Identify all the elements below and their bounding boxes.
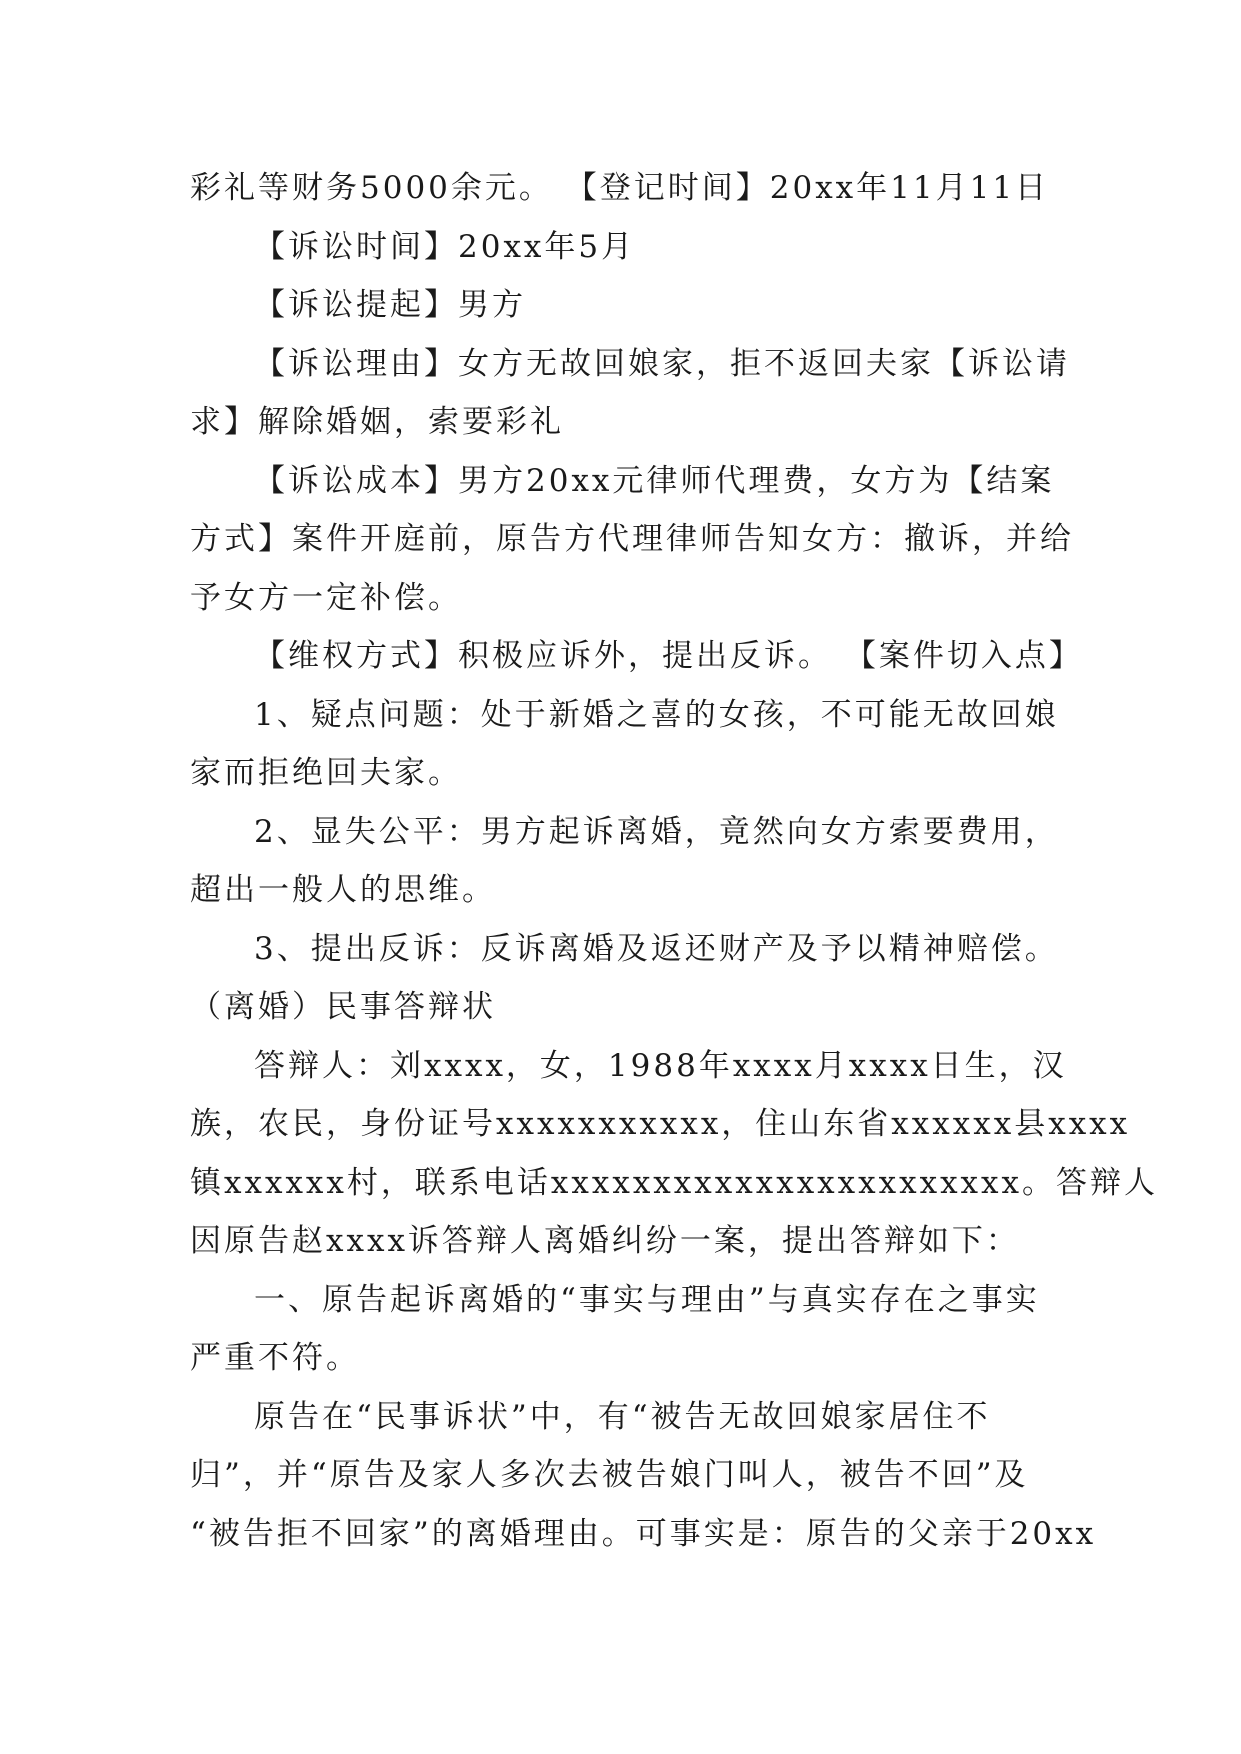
- text-line: 【维权方式】积极应诉外，提出反诉。 【案件切入点】: [254, 638, 1083, 674]
- text-line: 答辩人：刘xxxx，女，1988年xxxx月xxxx日生，汉: [254, 1047, 1067, 1084]
- text-line: 家而拒绝回夫家。: [190, 755, 462, 791]
- text-line: 彩礼等财务5000余元。 【登记时间】20xx年11月11日: [190, 170, 1050, 206]
- text-line: 求】解除婚姻，索要彩礼: [190, 404, 564, 440]
- text-line: 3、提出反诉：反诉离婚及返还财产及予以精神赔偿。: [254, 930, 1059, 967]
- text-line: 超出一般人的思维。: [190, 872, 496, 908]
- text-line: 严重不符。: [190, 1340, 360, 1376]
- text-line: 【诉讼成本】男方20xx元律师代理费，女方为【结案: [254, 462, 1055, 499]
- text-line: 2、显失公平：男方起诉离婚，竟然向女方索要费用，: [254, 813, 1059, 850]
- text-line: 【诉讼提起】男方: [254, 287, 526, 323]
- text-line: （离婚）民事答辩状: [190, 989, 496, 1025]
- text-line: 族，农民，身份证号xxxxxxxxxxx，住山东省xxxxxx县xxxx: [190, 1106, 1131, 1142]
- text-line: 一、原告起诉离婚的“事实与理由”与真实存在之事实: [254, 1281, 1040, 1318]
- text-line: 方式】案件开庭前，原告方代理律师告知女方：撤诉，并给: [190, 521, 1074, 557]
- text-line: 镇xxxxxx村，联系电话xxxxxxxxxxxxxxxxxxxxxxx。答辩人: [190, 1164, 1159, 1201]
- text-line: 【诉讼理由】女方无故回娘家，拒不返回夫家【诉讼请: [254, 345, 1070, 382]
- text-line: 因原告赵xxxx诉答辩人离婚纠纷一案，提出答辩如下：: [190, 1223, 1020, 1259]
- text-line: 【诉讼时间】20xx年5月: [254, 228, 636, 265]
- text-line: 予女方一定补偿。: [190, 579, 462, 616]
- text-line: 原告在“民事诉状”中，有“被告无故回娘家居住不: [254, 1398, 991, 1435]
- text-line: “被告拒不回家”的离婚理由。可事实是：原告的父亲于20xx: [190, 1515, 1097, 1552]
- text-line: 归”，并“原告及家人多次去被告娘门叫人，被告不回”及: [190, 1457, 1029, 1493]
- text-line: 1、疑点问题：处于新婚之喜的女孩，不可能无故回娘: [254, 696, 1059, 733]
- document-body: [190, 159, 1159, 1563]
